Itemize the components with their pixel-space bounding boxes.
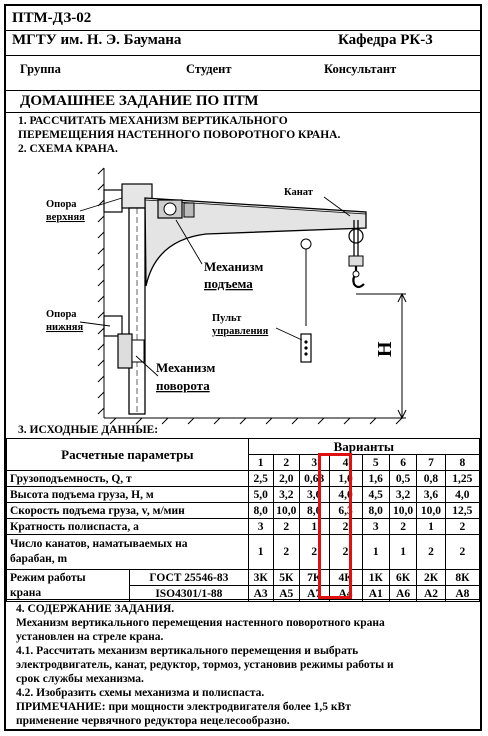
task-1-line-1: 1. РАССЧИТАТЬ МЕХАНИЗМ ВЕРТИКАЛЬНОГО: [18, 115, 288, 127]
table-cell: 8,0: [299, 503, 329, 519]
variants-header: Варианты: [248, 439, 479, 455]
table-cell: 10,0: [389, 503, 416, 519]
table-cell: 3: [362, 519, 389, 535]
university-name: МГТУ им. Н. Э. Баумана: [12, 32, 182, 48]
standard-gost: ГОСТ 25546-83: [130, 570, 249, 586]
variant-4-highlight: [318, 453, 352, 599]
height-label: H: [374, 341, 396, 357]
rotation-mechanism-label-2: поворота: [156, 378, 210, 393]
rope-label: Канат: [284, 187, 313, 198]
table-cell: 8К: [445, 570, 479, 586]
section-4-item-1-2: электродвигатель, канат, редуктор, тормоз, установив режимы работы и: [16, 659, 394, 671]
assignment-sheet: [4, 4, 482, 731]
task-1-line-2: ПЕРЕМЕЩЕНИЯ НАСТЕННОГО ПОВОРОТНОГО КРАНА.: [18, 129, 341, 141]
mode-label: [7, 570, 130, 602]
table-cell: 1,6: [362, 471, 389, 487]
variant-number: 5: [362, 455, 389, 471]
row-label: [7, 535, 249, 570]
variant-number: 6: [389, 455, 416, 471]
table-cell: А7: [299, 586, 329, 602]
variant-number: 8: [445, 455, 479, 471]
variant-number: 3: [299, 455, 329, 471]
department-name: Кафедра РК-3: [338, 32, 433, 48]
table-cell: А5: [273, 586, 299, 602]
table-cell: 3,6: [417, 487, 445, 503]
table-cell: 3К: [248, 570, 273, 586]
table-cell: 0,5: [389, 471, 416, 487]
table-cell: 1: [299, 519, 329, 535]
table-cell: 1,25: [445, 471, 479, 487]
section-4-item-1-3: срок службы механизма.: [16, 673, 144, 685]
mode-label-line: крана: [10, 586, 42, 599]
upper-support-label: Опора: [46, 199, 77, 210]
table-cell: 5,0: [248, 487, 273, 503]
section-4-item-2: 4.2. Изобразить схемы механизма и полиспаста.: [16, 687, 265, 699]
table-cell: 0,8: [417, 471, 445, 487]
table-cell: 5К: [273, 570, 299, 586]
table-cell: 4,0: [329, 487, 362, 503]
crane-diagram: [6, 156, 480, 426]
variant-number: 4: [329, 455, 362, 471]
table-cell: 4К: [329, 570, 362, 586]
table-cell: 2: [273, 519, 299, 535]
section-4-heading: 4. СОДЕРЖАНИЕ ЗАДАНИЯ.: [16, 603, 175, 615]
table-cell: 2: [389, 519, 416, 535]
student-label: Студент: [186, 62, 232, 76]
variant-number: 2: [273, 455, 299, 471]
task-2: 2. СХЕМА КРАНА.: [18, 143, 118, 155]
table-cell: 2: [329, 519, 362, 535]
table-cell: 1К: [362, 570, 389, 586]
table-cell: 12,5: [445, 503, 479, 519]
table-row: [7, 519, 480, 535]
table-cell: 3,6: [299, 487, 329, 503]
page-title: ДОМАШНЕЕ ЗАДАНИЕ ПО ПТМ: [20, 93, 259, 109]
table-row: [7, 503, 480, 519]
standard-iso: ISO4301/1-88: [130, 586, 249, 602]
table-cell: 10,0: [273, 503, 299, 519]
table-cell: А4: [329, 586, 362, 602]
variant-number: 7: [417, 455, 445, 471]
document-code: ПТМ-ДЗ-02: [12, 10, 92, 26]
table-cell: 1: [389, 535, 416, 570]
section-4-intro-2: установлен на стреле крана.: [16, 631, 164, 643]
table-cell: 2: [417, 535, 445, 570]
section-4-intro: Механизм вертикального перемещения настенного поворотного крана: [16, 617, 385, 629]
group-label: Группа: [20, 62, 61, 76]
row-label: Высота подъема груза, H, м: [7, 487, 249, 503]
lower-support-label: Опора: [46, 309, 77, 320]
table-cell: 4,0: [445, 487, 479, 503]
upper-support-label-2: верхняя: [46, 212, 85, 223]
table-cell: 3,2: [273, 487, 299, 503]
section-4-note-2: применение червячного редуктора нецелесообразно.: [16, 715, 290, 727]
table-cell: 8,0: [248, 503, 273, 519]
hook-block: [349, 256, 363, 266]
rotation-mechanism-label: Механизм: [156, 360, 216, 375]
table-cell: 2К: [417, 570, 445, 586]
table-cell: 1,0: [329, 471, 362, 487]
table-row: [7, 535, 480, 570]
table-cell: 4,5: [362, 487, 389, 503]
section-3-heading: 3. ИСХОДНЫЕ ДАННЫЕ:: [18, 424, 159, 436]
table-cell: 8,0: [362, 503, 389, 519]
table-row: [7, 487, 480, 503]
control-panel-label-2: управления: [212, 326, 269, 337]
row-label-line: барабан, m: [10, 553, 68, 565]
table-row: [7, 570, 480, 586]
rotation-motor: [118, 334, 132, 368]
table-cell: 2: [329, 535, 362, 570]
table-cell: 10,0: [417, 503, 445, 519]
row-label: Скорость подъема груза, v, м/мин: [7, 503, 249, 519]
consultant-label: Консультант: [324, 62, 397, 76]
row-label-line: Число канатов, наматываемых на: [10, 538, 188, 550]
hoist-mechanism-label-2: подъема: [204, 276, 253, 291]
table-cell: А8: [445, 586, 479, 602]
table-cell: 2,5: [248, 471, 273, 487]
row-label: Грузоподъемность, Q, т: [7, 471, 249, 487]
table-cell: 3,2: [389, 487, 416, 503]
table-cell: А1: [362, 586, 389, 602]
lower-support-label-2: нижняя: [46, 322, 84, 333]
param-header: Расчетные параметры: [7, 439, 249, 471]
table-cell: 0,63: [299, 471, 329, 487]
table-cell: 2: [299, 535, 329, 570]
table-cell: 6К: [389, 570, 416, 586]
table-cell: А6: [389, 586, 416, 602]
table-cell: А3: [248, 586, 273, 602]
table-row: [7, 471, 480, 487]
table-cell: 7К: [299, 570, 329, 586]
trolley-pulley: [301, 239, 311, 249]
table-cell: 6,3: [329, 503, 362, 519]
variant-number: 1: [248, 455, 273, 471]
mode-label-line: Режим работы: [10, 571, 86, 584]
control-panel-label: Пульт: [212, 313, 242, 324]
table-cell: 1: [362, 535, 389, 570]
table-cell: 1: [417, 519, 445, 535]
table-cell: 1: [248, 535, 273, 570]
section-4-item-1: 4.1. Рассчитать механизм вертикального перемещения и выбрать: [16, 645, 359, 657]
section-4: [16, 602, 476, 728]
hoist-mechanism-label: Механизм: [204, 259, 264, 274]
section-4-note: ПРИМЕЧАНИЕ: при мощности электродвигателя более 1,5 кВт: [16, 701, 351, 713]
table-cell: А2: [417, 586, 445, 602]
table-cell: 2: [445, 535, 479, 570]
table-cell: 2,0: [273, 471, 299, 487]
table-cell: 3: [248, 519, 273, 535]
parameters-table: [6, 438, 480, 602]
table-cell: 2: [445, 519, 479, 535]
row-label: Кратность полиспаста, а: [7, 519, 249, 535]
table-cell: 2: [273, 535, 299, 570]
